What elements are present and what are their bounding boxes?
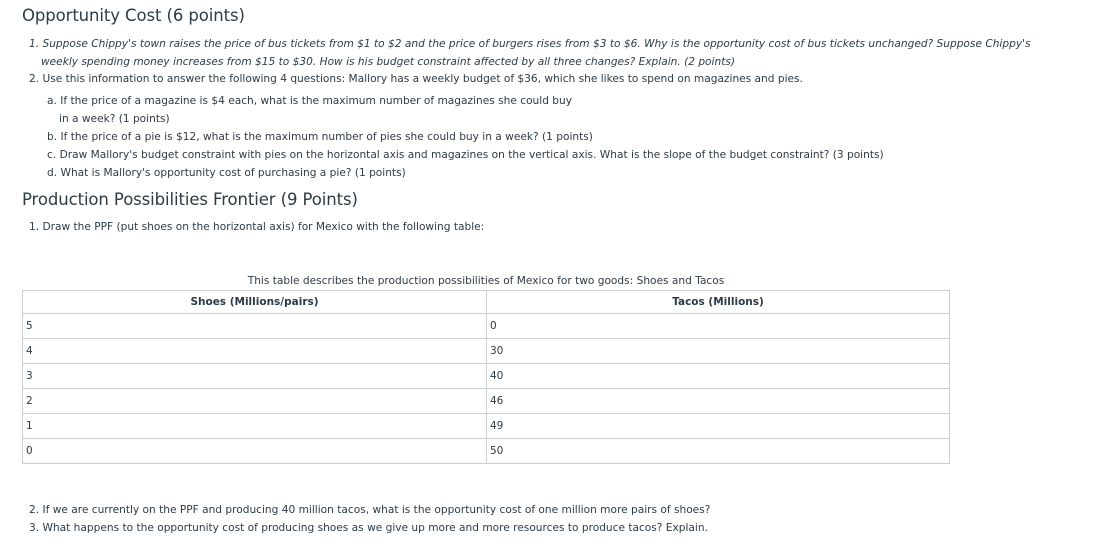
opportunity-cost-heading: Opportunity Cost (6 points) — [22, 6, 245, 25]
opportunity-q2b — [47, 130, 593, 144]
shoes-cell: 3 — [23, 364, 487, 389]
opportunity-q2 — [29, 72, 803, 86]
list-marker: 3. — [29, 522, 40, 534]
tacos-cell: 30 — [487, 339, 950, 364]
opportunity-q2c — [47, 148, 884, 162]
list-marker: a. — [47, 95, 57, 107]
opportunity-q2a-line2: in a week? (1 points) — [59, 113, 170, 125]
table-row — [23, 314, 950, 339]
opportunity-q2a-text: If the price of a magazine is $4 each, what is the maximum number of magazines she could buy — [60, 95, 573, 107]
column-header-tacos: Tacos (Millions) — [487, 291, 950, 314]
opportunity-q1-line2: weekly spending money increases from $15 to $30. How is his budget constraint affected by all three changes? Explain. (2 points) — [41, 56, 735, 68]
opportunity-q2-text: Use this information to answer the following 4 questions: Mallory has a weekly budget of $36, which she likes to spend on magazines and pies. — [42, 73, 803, 85]
table-header-row — [23, 291, 950, 314]
opportunity-q2a-line1 — [47, 94, 572, 108]
ppf-heading: Production Possibilities Frontier (9 Points) — [22, 190, 358, 209]
table-caption: This table describes the production possibilities of Mexico for two goods: Shoes and Tacos — [247, 275, 725, 287]
list-marker: 1. — [29, 38, 40, 50]
opportunity-q2d-text: What is Mallory's opportunity cost of purchasing a pie? (1 points) — [60, 167, 406, 179]
list-marker: 2. — [29, 504, 40, 516]
opportunity-q2c-text: Draw Mallory's budget constraint with pies on the horizontal axis and magazines on the vertical axis. What is the slope of the budget constraint? (3 points) — [59, 149, 884, 161]
tacos-cell: 40 — [487, 364, 950, 389]
ppf-table — [22, 290, 950, 464]
column-header-shoes: Shoes (Millions/pairs) — [23, 291, 487, 314]
ppf-q2-text: If we are currently on the PPF and producing 40 million tacos, what is the opportunity cost of one million more pairs of shoes? — [42, 504, 711, 516]
shoes-cell: 1 — [23, 414, 487, 439]
list-marker: 1. — [29, 221, 40, 233]
shoes-cell: 2 — [23, 389, 487, 414]
opportunity-q2b-text: If the price of a pie is $12, what is the maximum number of pies she could buy in a week? (1 points) — [60, 131, 593, 143]
shoes-cell: 4 — [23, 339, 487, 364]
table-row — [23, 389, 950, 414]
ppf-q3 — [29, 521, 708, 535]
ppf-q1 — [29, 220, 484, 234]
opportunity-q2d — [47, 166, 406, 180]
tacos-cell: 50 — [487, 439, 950, 464]
table-row — [23, 364, 950, 389]
ppf-q1-text: Draw the PPF (put shoes on the horizontal axis) for Mexico with the following table: — [42, 221, 485, 233]
opportunity-q1-line1 — [29, 37, 1031, 51]
list-marker: d. — [47, 167, 58, 179]
list-marker: c. — [47, 149, 57, 161]
table-row — [23, 414, 950, 439]
tacos-cell: 0 — [487, 314, 950, 339]
table-row — [23, 339, 950, 364]
table-row — [23, 439, 950, 464]
ppf-q2 — [29, 503, 710, 517]
tacos-cell: 49 — [487, 414, 950, 439]
opportunity-q1-text: Suppose Chippy's town raises the price of bus tickets from $1 to $2 and the price of burgers rises from $3 to $6. Why is the opportunity cost of bus tickets unchanged? Suppose Chippy's — [42, 38, 1031, 50]
tacos-cell: 46 — [487, 389, 950, 414]
list-marker: b. — [47, 131, 58, 143]
shoes-cell: 0 — [23, 439, 487, 464]
shoes-cell: 5 — [23, 314, 487, 339]
ppf-q3-text: What happens to the opportunity cost of producing shoes as we give up more and more resources to produce tacos? Explain. — [42, 522, 708, 534]
list-marker: 2. — [29, 73, 40, 85]
